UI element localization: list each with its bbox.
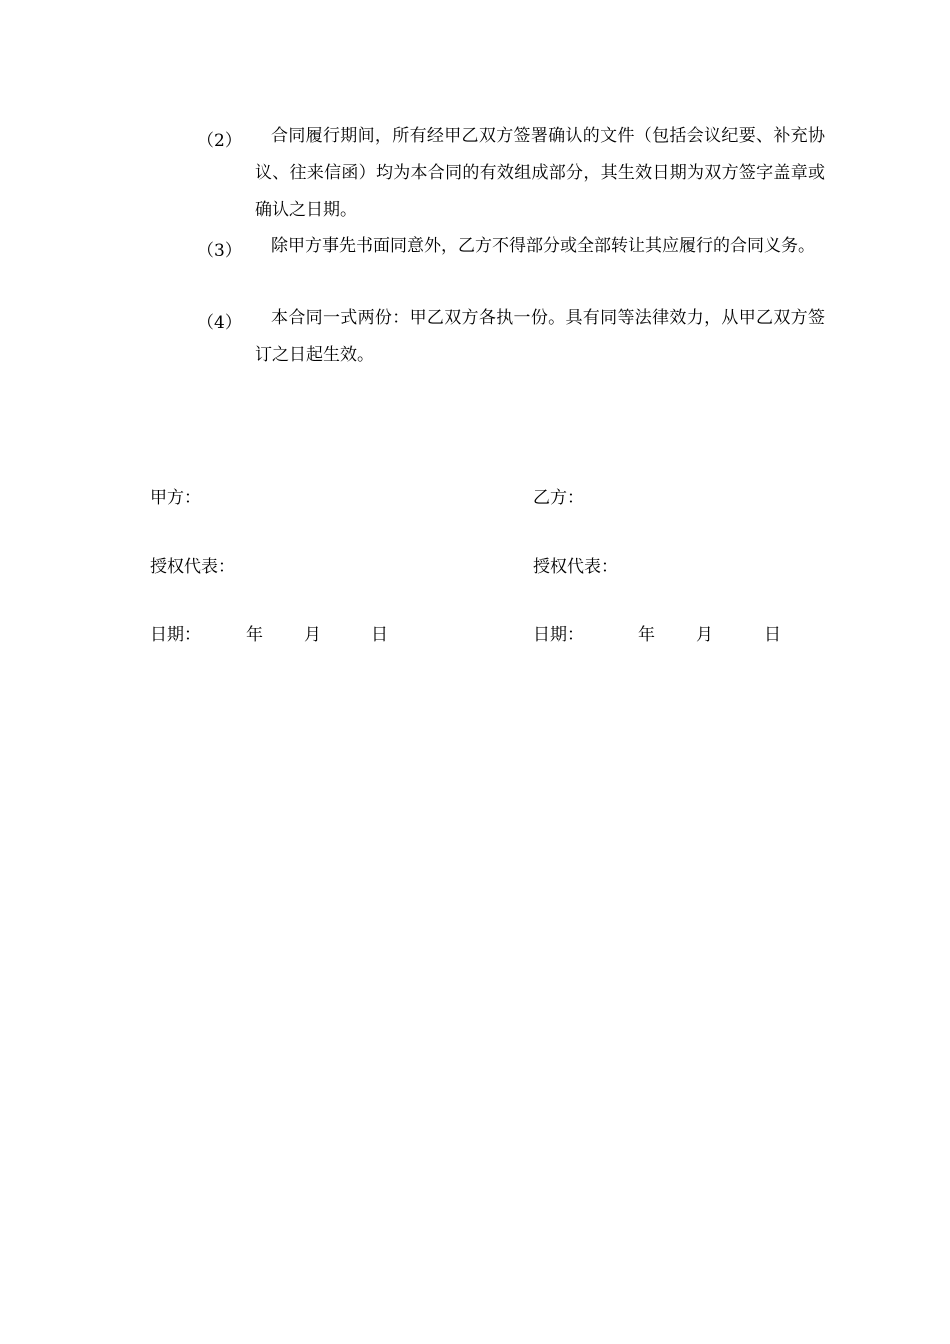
party-b-rep-label: 授权代表： (533, 557, 618, 577)
clause-text: 本合同一式两份：甲乙双方各执一份。具有同等法律效力，从甲乙双方签订之日起生效。 (255, 308, 825, 365)
party-a-rep-label: 授权代表： (150, 557, 235, 577)
party-b-day-label: 日 (764, 625, 781, 645)
party-b-date-label: 日期： (533, 625, 584, 645)
party-b-month-label: 月 (696, 625, 713, 645)
party-a-month-label: 月 (304, 625, 321, 645)
party-a-day-label: 日 (371, 625, 388, 645)
party-b-year-label: 年 (638, 625, 655, 645)
clause-text: 除甲方事先书面同意外，乙方不得部分或全部转让其应履行的合同义务。 (271, 236, 815, 256)
clause-number: （4） (197, 313, 242, 333)
party-b-label: 乙方： (533, 488, 584, 508)
clause-text: 合同履行期间，所有经甲乙双方签署确认的文件（包括会议纪要、补充协议、往来信函）均为本合同的有效组成部分，其生效日期为双方签字盖章或确认之日期。 (255, 126, 825, 220)
clause-number: （3） (197, 241, 242, 261)
party-a-date-label: 日期： (150, 625, 201, 645)
party-a-label: 甲方： (150, 488, 201, 508)
party-a-year-label: 年 (246, 625, 263, 645)
clause-number: （2） (197, 131, 242, 151)
